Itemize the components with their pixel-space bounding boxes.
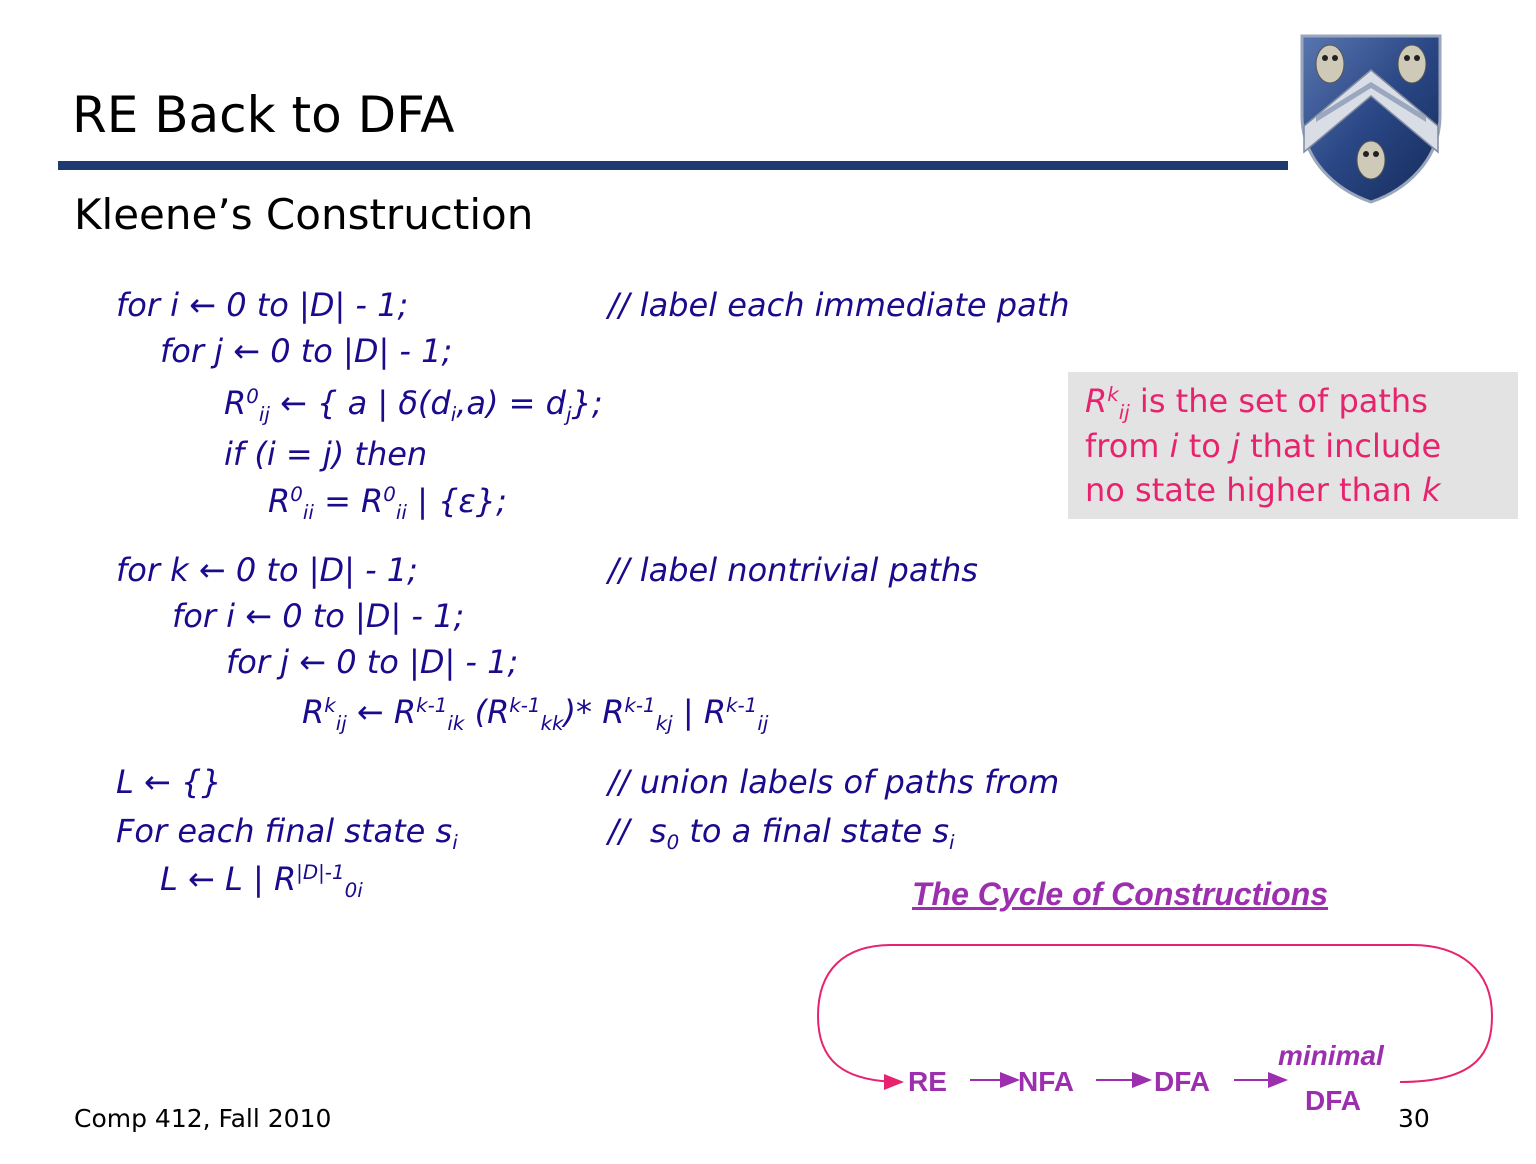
page-number: 30 [1398,1104,1430,1133]
code-line-for-j: for j ← 0 to |D| - 1; [160,332,453,370]
note-line-3: no state higher than k [1085,471,1441,509]
cycle-node-nfa: NFA [1018,1066,1074,1097]
cycle-loop-arrow [818,945,1492,1082]
cycle-title: The Cycle of Constructions [912,876,1329,912]
slide-title: RE Back to DFA [72,86,455,144]
note-line-2: from i to j that include [1085,427,1442,465]
code-line-l-union: L ← L | $R^{|D|-1}_{0i}$ [160,860,363,902]
code-line-l-init: L ← {} [116,763,222,801]
cycle-label-minimal: minimal [1278,1040,1384,1071]
rice-shield-logo [1296,30,1446,206]
code-line-for-each-final: For each final state $s_i$ [116,812,458,854]
code-line-r0-init: $R^0_{ij}$ ← { a | $\delta(d_i,a) = d_j$}; [224,384,603,426]
comment-nontrivial-paths: // label nontrivial paths [608,551,978,589]
footer-course: Comp 412, Fall 2010 [74,1104,332,1133]
code-line-for-i: for i ← 0 to |D| - 1; [116,286,409,324]
comment-immediate-path: // label each immediate path [608,286,1070,324]
cycle-node-re: RE [908,1066,947,1097]
comment-union-labels: // union labels of paths from [608,763,1060,801]
code-line-if: if (i = j) then [224,435,428,473]
cycle-node-dfa: DFA [1154,1066,1210,1097]
code-line-rk-update: $R^k_{ij}$ ← $R^{k-1}_{ik}$ $(R^{k-1}_{kk})*$ $R^{k-1}_{kj}$ | $R^{k-1}_{ij}$ [302,693,769,735]
comment-s0-to-final: // $s_0$ to a final state $s_i$ [608,812,955,854]
cycle-diagram [800,930,1520,1130]
title-divider [58,161,1288,170]
cycle-node-minimal-dfa: DFA [1305,1085,1361,1116]
slide-subtitle: Kleene’s Construction [74,190,534,239]
code-line-for-k: for k ← 0 to |D| - 1; [116,551,418,589]
code-line-for-j-inner: for j ← 0 to |D| - 1; [226,643,519,681]
note-line-1: $R^k_{ij}$ is the set of paths [1085,382,1428,424]
code-line-r0-epsilon: $R^0_{ii} = R^0_{ii}$ | {ε}; [268,482,507,524]
code-line-for-i-inner: for i ← 0 to |D| - 1; [172,597,465,635]
